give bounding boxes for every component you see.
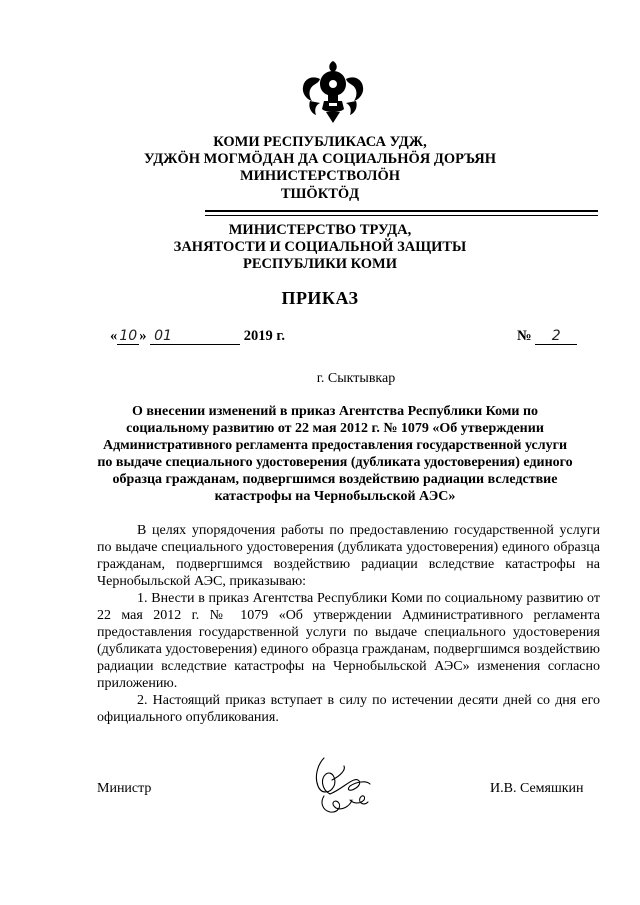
document-title: ПРИКАЗ: [281, 288, 359, 308]
header-ru-line2: ЗАНЯТОСТИ И СОЦИАЛЬНОЙ ЗАЩИТЫ: [173, 239, 467, 255]
order-body: [97, 522, 600, 726]
date-open-quote: «: [110, 328, 118, 344]
header-komi-line1: КОМИ РЕСПУБЛИКАСА УДЖ,: [213, 134, 427, 150]
order-number: [517, 328, 577, 345]
date-close-quote: »: [139, 328, 147, 344]
header-komi-line2: УДЖӦН МОГМӦДАН ДА СОЦИАЛЬНӦЯ ДОРЪЯН: [144, 151, 496, 167]
body-paragraph-3: 2. Настоящий приказ вступает в силу по истечении десяти дней со дня его официального опубликования.: [97, 693, 600, 725]
handwritten-signature: [310, 750, 385, 820]
signer-position: Министр: [97, 781, 152, 796]
number-label: №: [517, 328, 532, 344]
header-divider-thin: [205, 215, 598, 216]
order-date: [110, 328, 285, 345]
body-paragraph-2: 1. Внести в приказ Агентства Республики Коми по социальному развитию от 22 мая 2012 г. № 1079 «Об утверждении Административного регламента предоставления государственной услуги по выдаче специального удостоверения (дубликата удостоверения) единого образца гражданам, подвергшимся воздействию радиации вследствие катастрофы на Чернобыльской АЭС» изменения согласно приложению.: [97, 591, 600, 691]
date-year: 2019 г.: [243, 328, 285, 344]
date-month: 01: [150, 328, 240, 345]
header-ru-line1: МИНИСТЕРСТВО ТРУДА,: [228, 222, 412, 238]
coat-of-arms-icon: [298, 57, 368, 127]
header-ru-line3: РЕСПУБЛИКИ КОМИ: [242, 256, 398, 272]
header-komi-line4: ТШӦКТӦД: [280, 186, 360, 202]
signer-name: И.В. Семяшкин: [490, 781, 584, 796]
date-day: 10: [117, 328, 139, 345]
header-komi-line3: МИНИСТЕРСТВОЛӦН: [239, 168, 401, 184]
header-divider-thick: [205, 210, 598, 212]
city: г. Сыктывкар: [316, 371, 396, 386]
number-value: 2: [535, 328, 577, 345]
order-subject: О внесении изменений в приказ Агентства Республики Коми по социальному развитию от 22 мая 2012 г. № 1079 «Об утверждении Административного регламента предоставления государственной услуги по выдаче специального удостоверения (дубликата удостоверения) единого образца гражданам, подвергшимся воздействию радиации вследствие катастрофы на Чернобыльской АЭС»: [97, 404, 573, 504]
body-paragraph-1: В целях упорядочения работы по предоставлению государственной услуги по выдаче специального удостоверения (дубликата удостоверения) единого образца гражданам, подвергшимся воздействию радиации вследствие катастрофы на Чернобыльской АЭС, приказываю:: [97, 523, 600, 589]
